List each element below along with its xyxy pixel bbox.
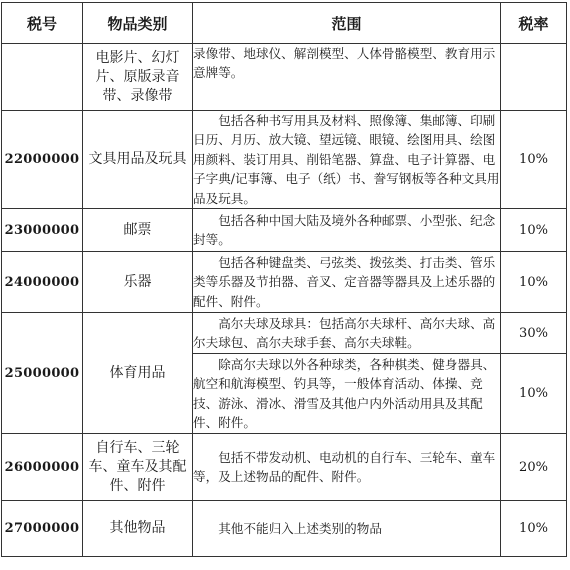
row-category: 邮票	[83, 209, 193, 252]
row-rate: 10%	[501, 111, 567, 209]
row-scope	[193, 354, 501, 434]
table-row	[2, 313, 567, 354]
table-row	[2, 252, 567, 313]
scope-text: 录像带、地球仪、解剖模型、人体骨骼模型、教育用示意牌等。	[193, 46, 496, 81]
header-row	[2, 3, 567, 44]
table-row	[2, 501, 567, 557]
table-row	[2, 209, 567, 252]
row-code: 27000000	[2, 501, 83, 557]
row-code: 22000000	[2, 111, 83, 209]
table-row	[2, 434, 567, 501]
row-code: 25000000	[2, 313, 83, 434]
scope-text: 其他不能归入上述类别的物品	[218, 520, 382, 536]
header-scope: 范围	[193, 3, 501, 44]
row-scope	[193, 434, 501, 501]
row-scope	[193, 252, 501, 313]
row-category: 文具用品及玩具	[83, 111, 193, 209]
table-row	[2, 111, 567, 209]
scope-text: 包括各种键盘类、弓弦类、拨弦类、打击类、管乐类等乐器及节拍器、音叉、定音器等器具及上述乐器的配件、附件。	[193, 254, 496, 309]
tax-rate-table	[1, 2, 567, 557]
row-scope	[193, 313, 501, 354]
row-code: 23000000	[2, 209, 83, 252]
scope-text: 包括各种书写用具及材料、照像簿、集邮簿、印刷日历、月历、放大镜、望远镜、眼镜、绘图用具、绘图用颜料、装订用具、削铅笔器、算盘、电子计算器、电子字典/记事簿、电子（纸）书、誊写钢板等各种文具用品及玩具。	[193, 113, 500, 206]
row-rate: 10%	[501, 501, 567, 557]
header-rate: 税率	[501, 3, 567, 44]
row-rate: 10%	[501, 209, 567, 252]
row-scope	[193, 111, 501, 209]
scope-text: 高尔夫球及球具：包括高尔夫球杆、高尔夫球、高尔夫球包、高尔夫球手套、高尔夫球鞋。	[193, 315, 496, 351]
scope-text: 包括不带发动机、电动机的自行车、三轮车、童车等，及上述物品的配件、附件。	[193, 449, 496, 485]
row-scope	[193, 501, 501, 557]
row-code: 26000000	[2, 434, 83, 501]
scope-text: 包括各种中国大陆及境外各种邮票、小型张、纪念封等。	[193, 212, 496, 248]
scope-text: 除高尔夫球以外各种球类，各种棋类、健身器具、航空和航海模型、钓具等，一般体育活动、体操、竞技、游泳、滑冰、滑雪及其他户内外活动用具及其配件、附件。	[193, 356, 496, 430]
row-rate: 30%	[501, 313, 567, 354]
row-rate: 20%	[501, 434, 567, 501]
row-code: 24000000	[2, 252, 83, 313]
row-category: 乐器	[83, 252, 193, 313]
row-rate: 10%	[501, 252, 567, 313]
row-category: 自行车、三轮车、童车及其配件、附件	[83, 434, 193, 501]
row-scope	[193, 44, 501, 111]
row-rate: 10%	[501, 354, 567, 434]
row-code	[2, 44, 83, 111]
row-category: 体育用品	[83, 313, 193, 434]
header-category: 物品类别	[83, 3, 193, 44]
header-code: 税号	[2, 3, 83, 44]
row-scope	[193, 209, 501, 252]
row-category: 其他物品	[83, 501, 193, 557]
row-category: 电影片、幻灯片、原版录音带、录像带	[83, 44, 193, 111]
row-rate	[501, 44, 567, 111]
table-row	[2, 44, 567, 111]
